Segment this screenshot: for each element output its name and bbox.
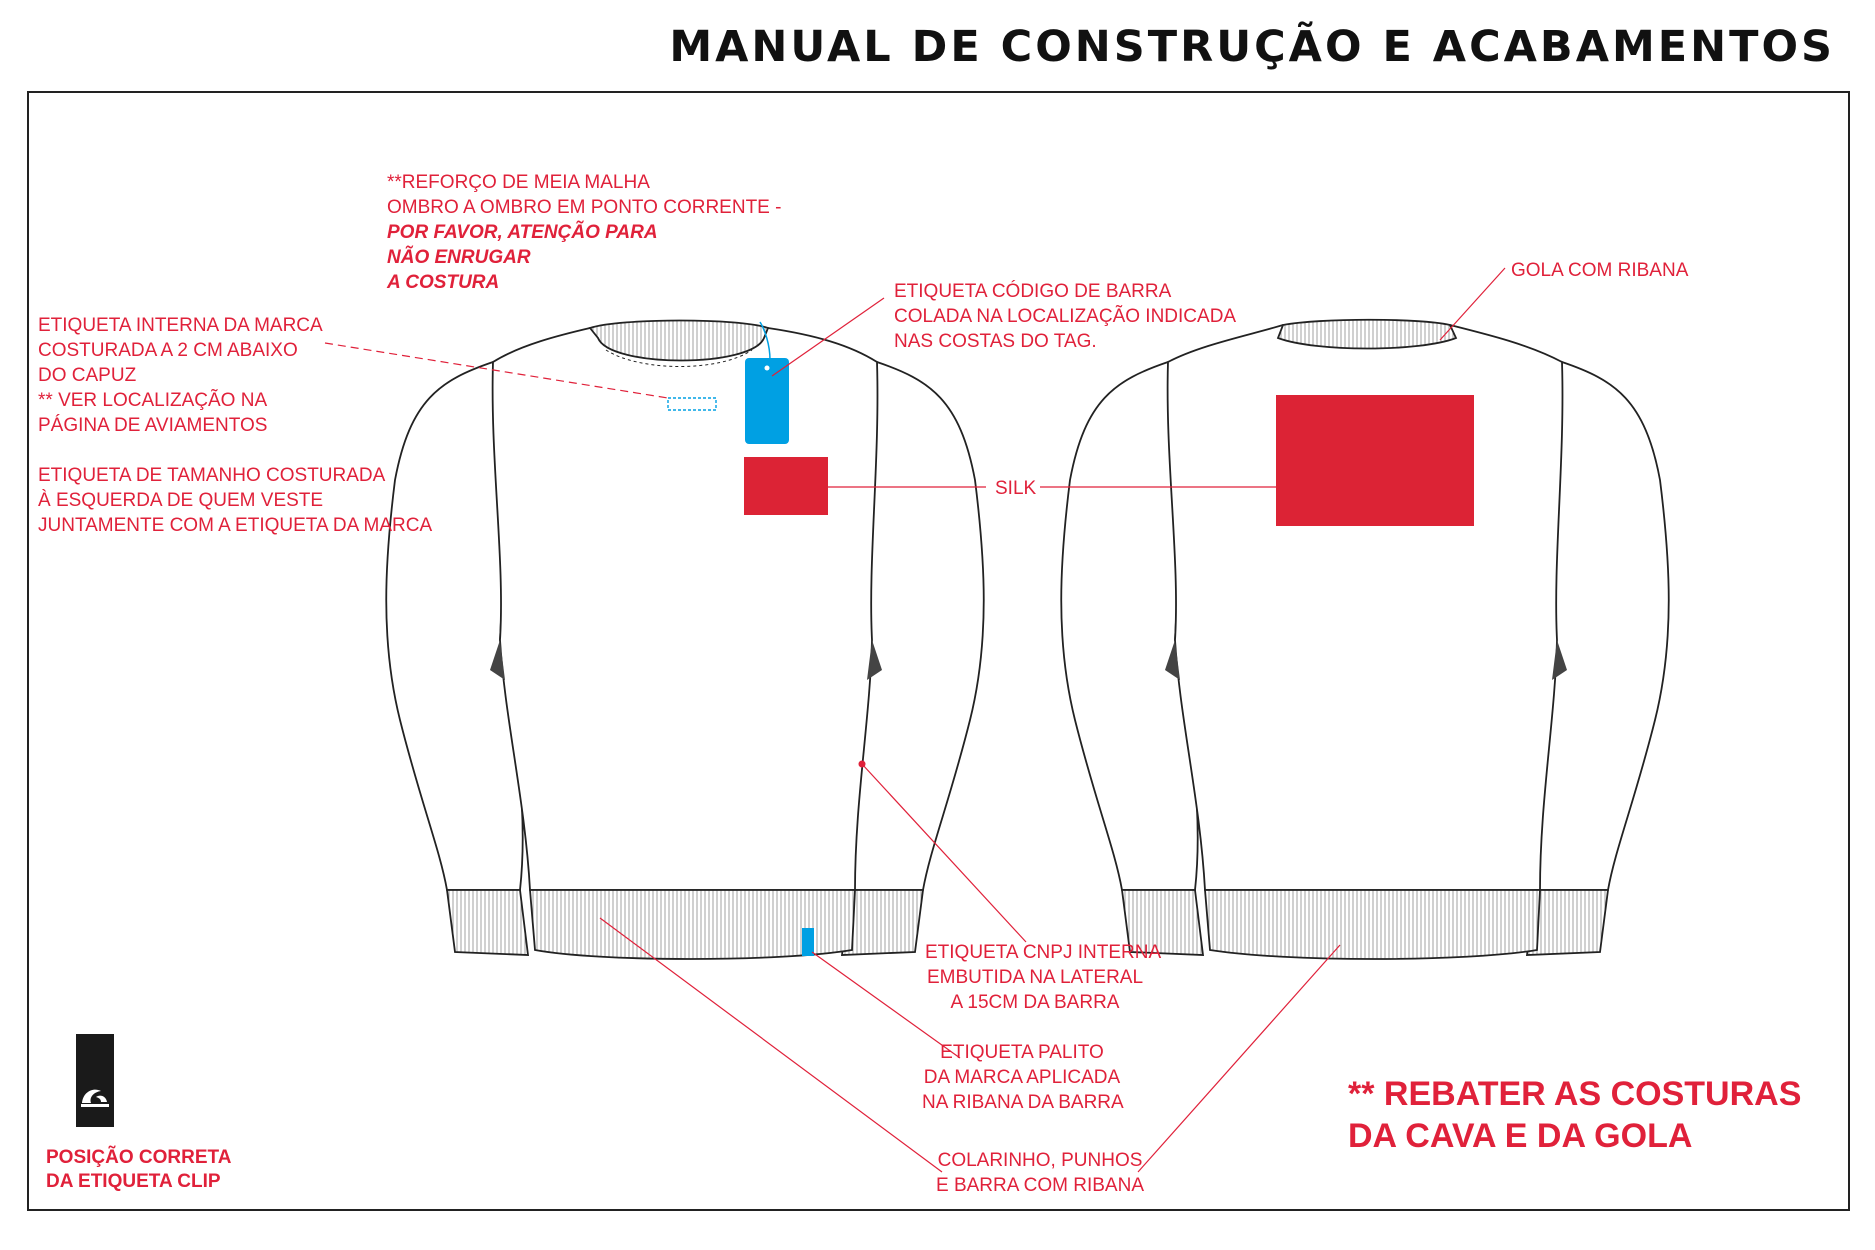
note-line: ETIQUETA CÓDIGO DE BARRA: [894, 281, 1172, 302]
note-line: COLARINHO, PUNHOS: [937, 1150, 1143, 1171]
back-silk-print: [1276, 395, 1474, 526]
note-line: COSTURADA A 2 CM ABAIXO: [38, 340, 298, 361]
note-line: ETIQUETA CNPJ INTERNA: [925, 942, 1162, 963]
front-silk-print: [744, 457, 828, 515]
leader-colarinho-back: [1138, 945, 1340, 1172]
back-collar: [1278, 320, 1456, 349]
note-colarinho: [930, 1148, 1150, 1198]
note-gola: GOLA COM RIBANA: [1511, 260, 1689, 281]
leader-gola: [1440, 268, 1505, 340]
front-left-cuff: [447, 890, 528, 955]
note-reforco-emphasis: NÃO ENRUGAR: [387, 247, 531, 268]
note-rebater: [1348, 1073, 1801, 1157]
note-silk: SILK: [995, 478, 1037, 499]
note-line: A 15CM DA BARRA: [950, 992, 1120, 1013]
clip-label-illustration: [76, 1034, 114, 1127]
barcode-hang-tag: [745, 358, 789, 444]
note-line: JUNTAMENTE COM A ETIQUETA DA MARCA: [38, 515, 433, 536]
note-line: ** VER LOCALIZAÇÃO NA: [38, 390, 268, 411]
note-line: PÁGINA DE AVIAMENTOS: [38, 415, 268, 436]
note-line: COLADA NA LOCALIZAÇÃO INDICADA: [894, 306, 1237, 327]
note-line: POSIÇÃO CORRETA: [46, 1147, 232, 1168]
note-reforco-emphasis: A COSTURA: [387, 272, 500, 293]
note-reforco-line: OMBRO A OMBRO EM PONTO CORRENTE -: [387, 197, 782, 218]
front-sweatshirt: [386, 321, 984, 960]
note-rebater-line: ** REBATER AS COSTURAS: [1348, 1075, 1802, 1113]
note-palito: [922, 1040, 1122, 1115]
note-cnpj: [925, 940, 1162, 1015]
note-line: NAS COSTAS DO TAG.: [894, 331, 1097, 352]
note-line: E BARRA COM RIBANA: [936, 1175, 1144, 1196]
note-line: DA MARCA APLICADA: [923, 1067, 1121, 1088]
note-line: EMBUTIDA NA LATERAL: [926, 967, 1144, 988]
note-clip: [46, 1146, 231, 1194]
note-line: DA ETIQUETA CLIP: [46, 1171, 221, 1192]
note-line: ETIQUETA INTERNA DA MARCA: [38, 315, 323, 336]
page-title: MANUAL DE CONSTRUÇÃO E ACABAMENTOS: [669, 22, 1835, 72]
note-line: À ESQUERDA DE QUEM VESTE: [38, 490, 324, 511]
note-rebater-line: DA CAVA E DA GOLA: [1348, 1117, 1693, 1155]
note-line: ETIQUETA DE TAMANHO COSTURADA: [38, 465, 386, 486]
note-reforco-emphasis: POR FAVOR, ATENÇÃO PARA: [387, 222, 658, 243]
note-line: DO CAPUZ: [38, 365, 137, 386]
front-body: [493, 328, 878, 890]
note-codigo-barra: [894, 279, 1236, 354]
note-reforco: [387, 170, 781, 295]
note-line: ETIQUETA PALITO: [940, 1042, 1104, 1063]
note-reforco-line: **REFORÇO DE MEIA MALHA: [387, 172, 650, 193]
note-etiqueta-interna: [38, 313, 323, 438]
note-etiqueta-tamanho: [38, 463, 432, 538]
note-line: NA RIBANA DA BARRA: [922, 1092, 1124, 1113]
back-hem-band: [1205, 890, 1540, 959]
